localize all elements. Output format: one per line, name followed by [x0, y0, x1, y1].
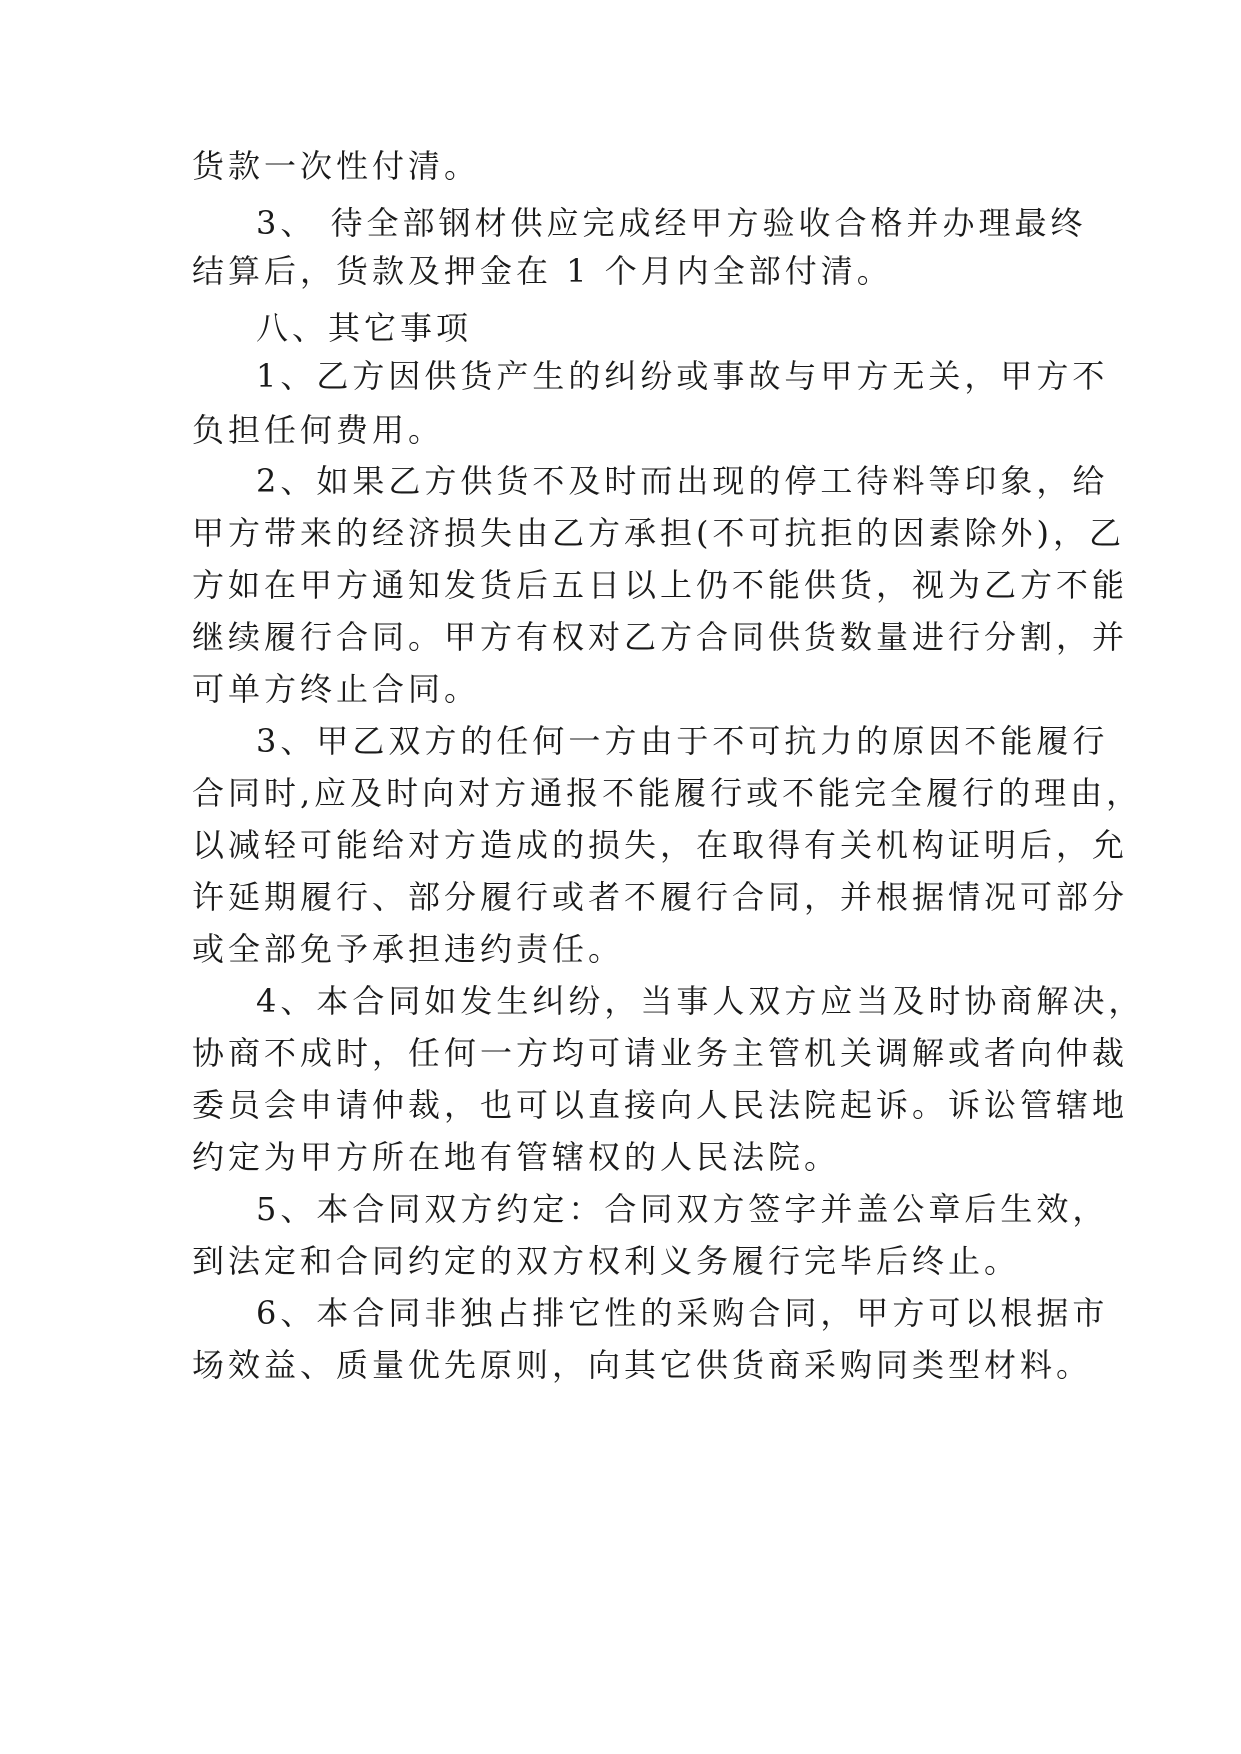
text-line: 到法定和合同约定的双方权利义务履行完毕后终止。 [192, 1242, 1021, 1280]
text-line: 继续履行合同。甲方有权对乙方合同供货数量进行分割，并 [192, 618, 1129, 656]
text-line: 方如在甲方通知发货后五日以上仍不能供货，视为乙方不能 [192, 566, 1129, 604]
text-line: 协商不成时，任何一方均可请业务主管机关调解或者向仲裁 [192, 1034, 1129, 1072]
text-line: 2、如果乙方供货不及时而出现的停工待料等印象，给 [256, 462, 1109, 500]
text-line: 负担任何费用。 [192, 411, 445, 449]
text-line: 3、甲乙双方的任何一方由于不可抗力的原因不能履行 [256, 722, 1109, 760]
text-line: 3、 待全部钢材供应完成经甲方验收合格并办理最终 [256, 204, 1087, 242]
text-line: 可单方终止合同。 [192, 670, 481, 708]
text-line: 结算后，货款及押金在 1 个月内全部付清。 [192, 252, 893, 290]
text-line: 4、本合同如发生纠纷，当事人双方应当及时协商解决， [256, 982, 1145, 1020]
text-line: 委员会申请仲裁，也可以直接向人民法院起诉。诉讼管辖地 [192, 1086, 1129, 1124]
text-line: 甲方带来的经济损失由乙方承担(不可抗拒的因素除外)，乙 [192, 514, 1125, 552]
text-line: 1、乙方因供货产生的纠纷或事故与甲方无关，甲方不 [256, 357, 1109, 395]
text-line: 或全部免予承担违约责任。 [192, 930, 625, 968]
text-line: 5、本合同双方约定：合同双方签字并盖公章后生效， [256, 1190, 1109, 1228]
text-line: 6、本合同非独占排它性的采购合同，甲方可以根据市 [256, 1294, 1109, 1332]
text-line: 合同时,应及时向对方通报不能履行或不能完全履行的理由， [192, 774, 1143, 812]
text-line: 货款一次性付清。 [192, 147, 481, 185]
section-heading: 八、其它事项 [256, 309, 473, 347]
text-line: 场效益、质量优先原则，向其它供货商采购同类型材料。 [192, 1346, 1093, 1384]
text-line: 以减轻可能给对方造成的损失，在取得有关机构证明后，允 [192, 826, 1129, 864]
text-line: 许延期履行、部分履行或者不履行合同，并根据情况可部分 [192, 878, 1129, 916]
text-line: 约定为甲方所在地有管辖权的人民法院。 [192, 1138, 841, 1176]
